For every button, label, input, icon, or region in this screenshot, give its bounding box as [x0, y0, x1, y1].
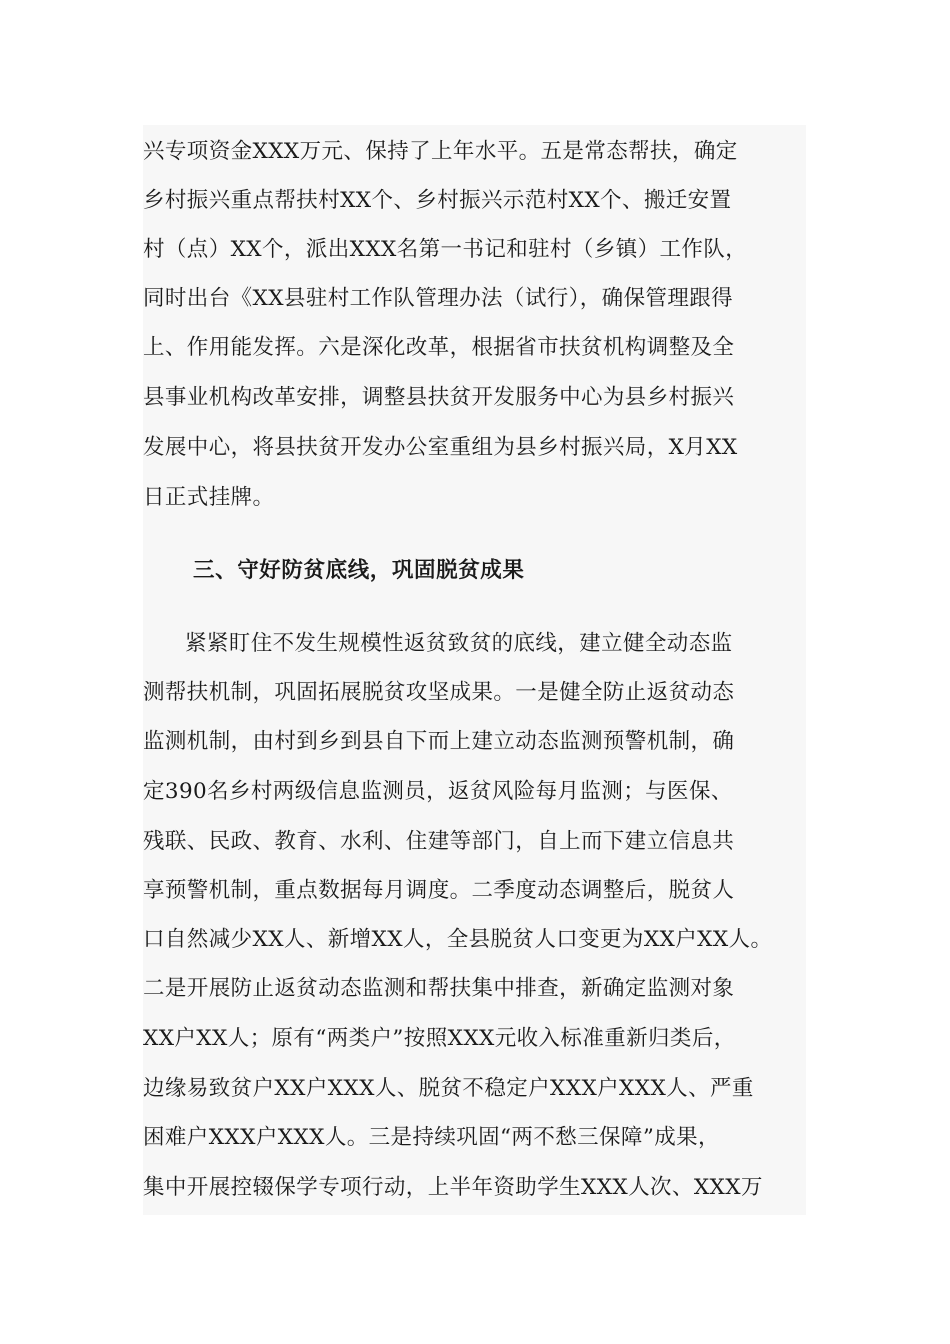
paragraph-line: 二是开展防止返贫动态监测和帮扶集中排查，新确定监测对象: [143, 976, 735, 1001]
section-heading: 三、守好防贫底线，巩固脱贫成果: [193, 558, 525, 583]
paragraph-line: 监测机制，由村到乡到县自下而上建立动态监测预警机制，确: [143, 729, 735, 754]
paragraph-line: 乡村振兴重点帮扶村XX个、乡村振兴示范村XX个、搬迁安置: [143, 188, 732, 213]
paragraph-line: 村（点）XX个，派出XXX名第一书记和驻村（乡镇）工作队，: [143, 237, 748, 262]
paragraph-line: 边缘易致贫户XX户XXX人、脱贫不稳定户XXX户XXX人、严重: [143, 1076, 754, 1101]
paragraph-line: 困难户XXX户XXX人。三是持续巩固“两不愁三保障”成果，: [143, 1125, 720, 1150]
paragraph-line: 口自然减少XX人、新增XX人，全县脱贫人口变更为XX户XX人。: [143, 915, 776, 965]
paragraph-line: 同时出台《XX县驻村工作队管理办法（试行），确保管理跟得: [143, 286, 734, 311]
paragraph-line: 测帮扶机制，巩固拓展脱贫攻坚成果。一是健全防止返贫动态: [143, 680, 735, 705]
paragraph-line: 发展中心，将县扶贫开发办公室重组为县乡村振兴局，X月XX: [143, 435, 738, 460]
paragraph-line: 享预警机制，重点数据每月调度。二季度动态调整后，脱贫人: [143, 878, 735, 903]
paragraph-line: XX户XX人；原有“两类户”按照XXX元收入标准重新归类后，: [143, 1026, 736, 1051]
paragraph-line: 兴专项资金XXX万元、保持了上年水平。五是常态帮扶，确定: [143, 139, 738, 164]
paragraph-line: 上、作用能发挥。六是深化改革，根据省市扶贫机构调整及全: [143, 335, 735, 360]
paragraph-line: 残联、民政、教育、水利、住建等部门，自上而下建立信息共: [143, 829, 735, 854]
paragraph-line: 紧紧盯住不发生规模性返贫致贫的底线，建立健全动态监: [185, 631, 733, 656]
paragraph-line: 县事业机构改革安排，调整县扶贫开发服务中心为县乡村振兴: [143, 385, 735, 410]
paragraph-line: 定390名乡村两级信息监测员，返贫风险每月监测；与医保、: [143, 779, 733, 804]
paragraph-line: 日正式挂牌。: [143, 485, 275, 510]
paragraph-line: 集中开展控辍保学专项行动，上半年资助学生XXX人次、XXX万: [143, 1175, 763, 1200]
text-block: [143, 125, 806, 1215]
